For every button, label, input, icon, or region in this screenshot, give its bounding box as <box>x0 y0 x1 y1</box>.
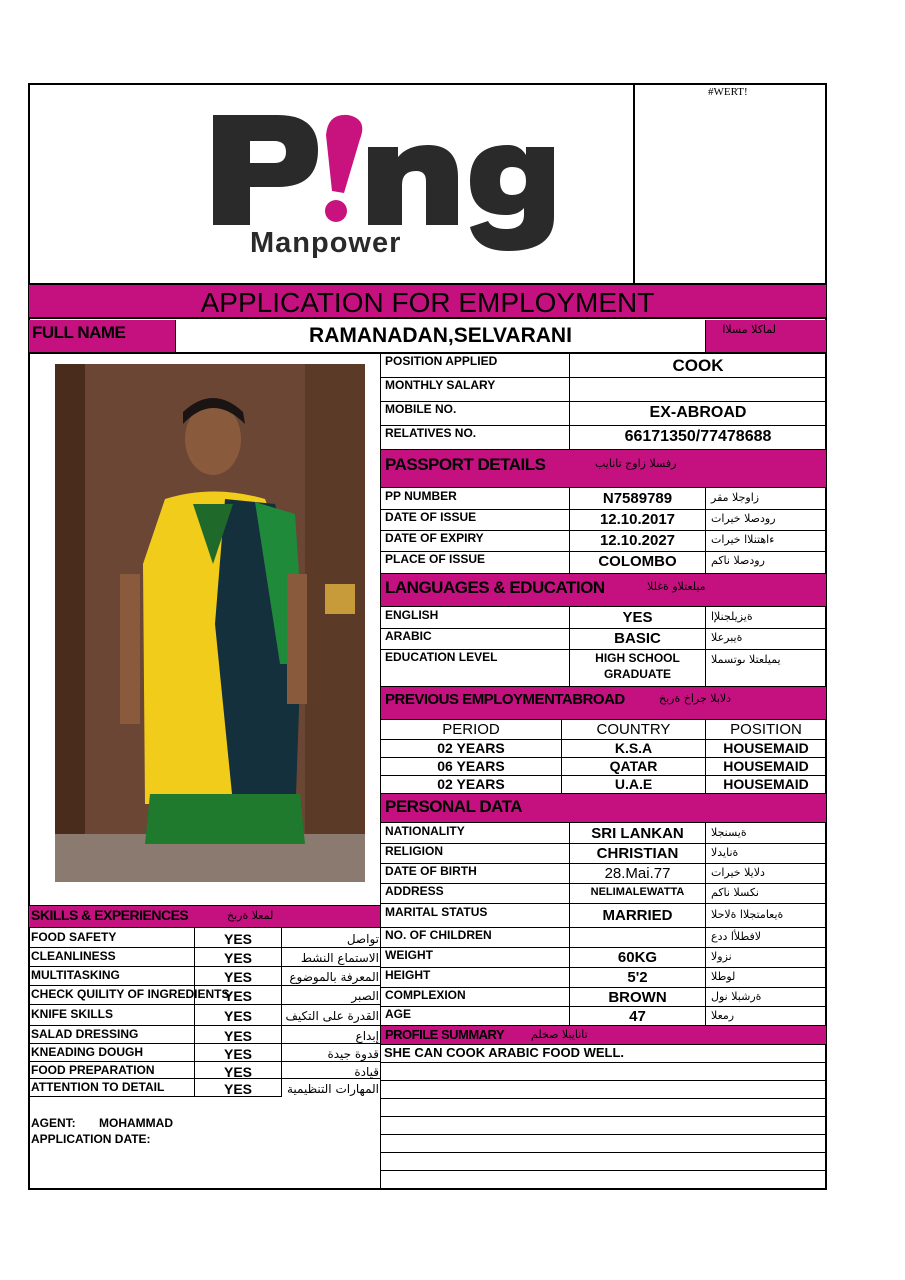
date-of-birth-value: 28.Mai.77 <box>604 865 671 882</box>
full-name-value: RAMANADAN,SELVARANI <box>309 324 572 347</box>
height-label: HEIGHT <box>385 968 431 982</box>
table-cell: HOUSEMAID <box>723 776 809 792</box>
age-label: AGE <box>385 1007 412 1021</box>
languages-title-arabic: ميلعتلاو ةغللا <box>647 580 706 593</box>
position-table <box>381 353 826 449</box>
skill-value: YES <box>223 1064 252 1080</box>
full-name-label: FULL NAME <box>32 323 126 342</box>
marital-status-label: MARITAL STATUS <box>385 905 488 919</box>
profile-summary-title: PROFILE SUMMARY <box>385 1027 505 1042</box>
skill-label: CHECK QUILITY OF INGREDIENTS <box>31 987 230 1001</box>
skills-table <box>29 927 380 1097</box>
personal-data-table <box>381 822 826 1025</box>
skill-value: YES <box>223 1028 252 1044</box>
table-cell: HOUSEMAID <box>723 740 809 756</box>
skill-value: YES <box>223 931 252 947</box>
arabic-value: BASIC <box>614 630 661 647</box>
skill-value: YES <box>223 969 252 985</box>
skill-label: KNIFE SKILLS <box>31 1007 114 1021</box>
col-header-period: PERIOD <box>442 721 500 738</box>
address-value: NELIMALEWATTA <box>590 886 685 898</box>
nationality-label: NATIONALITY <box>385 824 465 838</box>
skill-label: FOOD PREPARATION <box>31 1063 155 1077</box>
application-date-label: APPLICATION DATE: <box>31 1132 151 1146</box>
education-level-line2: GRADUATE <box>603 667 672 681</box>
logo-area <box>28 83 635 285</box>
education-level-arabic: يميلعتلا ىوتسملا <box>711 653 781 666</box>
religion-label: RELIGION <box>385 844 444 858</box>
education-level-line1: HIGH SCHOOL <box>595 651 680 665</box>
monthly-salary-label: MONTHLY SALARY <box>385 378 496 392</box>
profile-summary-text: SHE CAN COOK ARABIC FOOD WELL. <box>384 1045 625 1060</box>
skill-arabic: تواصل <box>346 932 379 946</box>
place-of-issue-label: PLACE OF ISSUE <box>385 552 486 566</box>
nationality-arabic: ةيسنجلا <box>711 826 747 839</box>
previous-employment-title-arabic: دلابلا جراخ ةربخ <box>659 692 732 705</box>
skills-title-arabic: لمعلا ةربخ <box>227 909 274 922</box>
marital-status-arabic: ةيعامتجلاا ةلاحلا <box>711 908 784 921</box>
mobile-no-value: EX-ABROAD <box>649 404 747 421</box>
date-of-expiry-arabic: ءاهتنلاا خيرات <box>711 533 775 546</box>
profile-summary-header <box>381 1025 826 1044</box>
complexion-label: COMPLEXION <box>385 988 466 1002</box>
age-value: 47 <box>629 1008 646 1025</box>
skill-label: CLEANLINESS <box>31 949 116 963</box>
skill-value: YES <box>223 1081 252 1097</box>
full-name-label-cell <box>29 320 175 353</box>
skill-label: KNEADING DOUGH <box>31 1045 144 1059</box>
personal-data-header <box>381 793 826 822</box>
table-cell: 06 YEARS <box>437 758 505 774</box>
relatives-no-value: 66171350/77478688 <box>624 428 772 445</box>
languages-section-header <box>381 573 826 606</box>
skill-arabic: قدوة جيدة <box>327 1047 379 1061</box>
age-arabic: رمعلا <box>711 1009 735 1022</box>
agent-name: MOHAMMAD <box>99 1116 173 1130</box>
personal-data-title: PERSONAL DATA <box>385 797 523 816</box>
logo-subtitle: Manpower <box>250 227 402 259</box>
marital-status-value: MARRIED <box>602 907 673 924</box>
skill-label: SALAD DRESSING <box>31 1027 139 1041</box>
col-header-country: COUNTRY <box>596 721 671 738</box>
english-arabic: ةيزيلجنلإا <box>711 610 753 623</box>
weight-arabic: نزولا <box>711 950 732 963</box>
height-value: 5'2 <box>627 969 648 986</box>
passport-title: PASSPORT DETAILS <box>385 455 546 474</box>
languages-table <box>381 606 826 686</box>
table-cell: K.S.A <box>614 740 653 756</box>
skill-arabic: الاستماع النشط <box>300 951 379 965</box>
english-label: ENGLISH <box>385 608 439 622</box>
skill-value: YES <box>223 1046 252 1062</box>
complexion-arabic: ةرشبلا نول <box>711 990 762 1003</box>
position-applied-label: POSITION APPLIED <box>385 354 498 368</box>
profile-summary-lines <box>381 1044 826 1189</box>
religion-value: CHRISTIAN <box>596 845 679 862</box>
skill-arabic: القدرة على التكيف <box>285 1009 379 1023</box>
code-area <box>635 83 827 285</box>
address-label: ADDRESS <box>385 884 444 898</box>
children-label: NO. OF CHILDREN <box>385 928 492 942</box>
english-value: YES <box>622 609 653 626</box>
table-cell: 02 YEARS <box>437 740 505 756</box>
skill-arabic: المعرفة بالموضوع <box>289 970 379 984</box>
education-level-label: EDUCATION LEVEL <box>385 650 498 664</box>
weight-label: WEIGHT <box>385 948 433 962</box>
religion-arabic: ةنايدلا <box>711 846 739 859</box>
previous-employment-header <box>381 686 826 719</box>
applicant-photo <box>55 364 365 882</box>
skill-value: YES <box>223 950 252 966</box>
skill-arabic: قيادة <box>354 1065 379 1079</box>
full-name-arabic: لماكلا مسلاا <box>722 323 776 336</box>
arabic-label: ARABIC <box>385 629 432 643</box>
complexion-value: BROWN <box>608 989 667 1006</box>
table-cell: QATAR <box>609 758 658 774</box>
pp-number-value: N7589789 <box>602 490 673 507</box>
company-logo <box>208 105 558 265</box>
date-of-birth-label: DATE OF BIRTH <box>385 864 477 878</box>
address-arabic: نكسلا ناكم <box>711 886 759 899</box>
nationality-value: SRI LANKAN <box>591 825 684 842</box>
skills-title: SKILLS & EXPERIENCES <box>31 907 189 923</box>
full-name-value-cell <box>175 320 706 353</box>
weight-value: 60KG <box>617 949 658 966</box>
passport-title-arabic: رفسلا زاوج تانايب <box>595 457 677 470</box>
agent-label: AGENT: <box>31 1116 76 1130</box>
date-of-issue-value: 12.10.2017 <box>599 511 676 528</box>
place-of-issue-arabic: رودصلا ناكم <box>711 554 765 567</box>
full-name-arabic-cell <box>706 320 826 353</box>
passport-table <box>381 487 826 573</box>
passport-section-header <box>381 449 826 487</box>
table-cell: 02 YEARS <box>437 776 505 792</box>
skill-arabic: الصبر <box>351 989 379 1003</box>
date-of-issue-label: DATE OF ISSUE <box>385 510 477 524</box>
profile-summary-title-arabic: تانايبلا صخلم <box>531 1028 588 1041</box>
children-arabic: لافطلأا ددع <box>711 930 762 943</box>
mobile-no-label: MOBILE NO. <box>385 402 457 416</box>
skill-label: MULTITASKING <box>31 968 120 982</box>
skill-value: YES <box>223 1008 252 1024</box>
arabic-arabic: ةيبرعلا <box>711 631 743 644</box>
skill-label: ATTENTION TO DETAIL <box>31 1080 165 1094</box>
previous-employment-table <box>381 719 826 793</box>
table-cell: HOUSEMAID <box>723 758 809 774</box>
pp-number-label: PP NUMBER <box>385 489 457 503</box>
skill-arabic: إبداع <box>355 1029 379 1043</box>
skill-value: YES <box>223 988 252 1004</box>
date-of-expiry-value: 12.10.2027 <box>599 532 676 549</box>
form-title: APPLICATION FOR EMPLOYMENT <box>29 285 826 319</box>
error-code: #WERT! <box>708 86 748 98</box>
date-of-expiry-label: DATE OF EXPIRY <box>385 531 484 545</box>
col-header-position: POSITION <box>730 721 802 738</box>
skill-label: FOOD SAFETY <box>31 930 117 944</box>
place-of-issue-value: COLOMBO <box>598 553 677 570</box>
table-cell: U.A.E <box>614 776 653 792</box>
pp-number-arabic: زاوجلا مقر <box>711 491 760 504</box>
relatives-no-label: RELATIVES NO. <box>385 426 477 440</box>
date-of-issue-arabic: رودصلا خيرات <box>711 512 776 525</box>
date-of-birth-arabic: دلايلا خيرات <box>711 866 765 879</box>
skill-arabic: المهارات التنظيمية <box>286 1082 379 1096</box>
height-arabic: لوطلا <box>711 970 736 983</box>
position-applied-value: COOK <box>672 356 724 375</box>
previous-employment-title: PREVIOUS EMPLOYMENTABROAD <box>385 691 625 708</box>
languages-title: LANGUAGES & EDUCATION <box>385 578 605 597</box>
skills-section-header <box>29 905 380 927</box>
